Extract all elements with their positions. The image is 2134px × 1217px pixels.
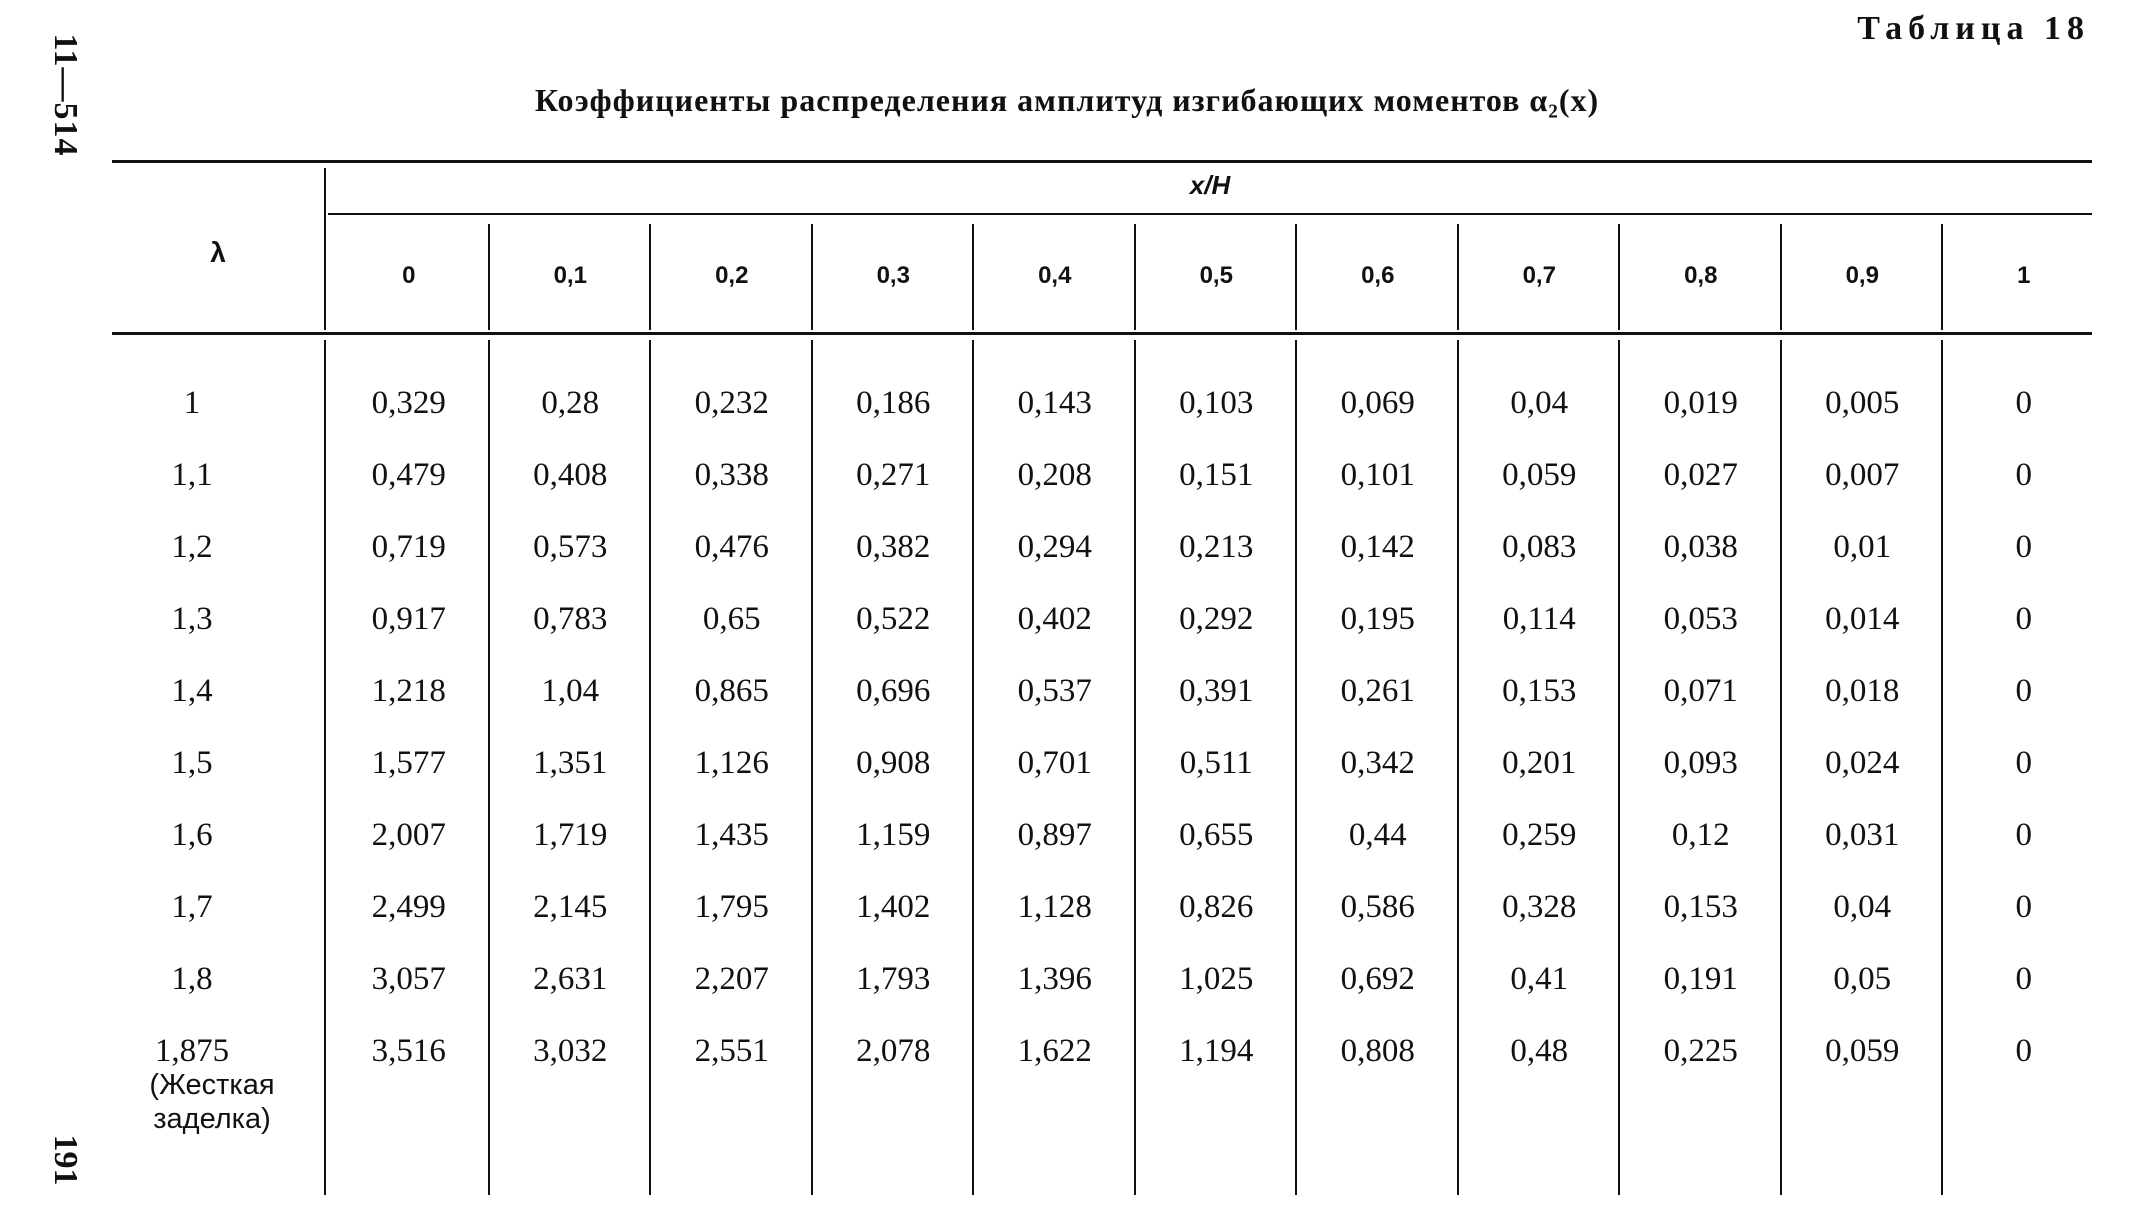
table-cell: 0,48 — [1510, 1033, 1569, 1069]
table-cell: 0,537 — [1017, 673, 1092, 709]
table-cell: 0 — [2015, 457, 2032, 493]
row-lambda: 1,8 — [171, 961, 213, 997]
stub-column-rule-body — [324, 340, 326, 1195]
table-cell: 0,44 — [1348, 817, 1407, 853]
column-header: 0,4 — [1038, 262, 1072, 289]
table-cell: 1,402 — [856, 889, 931, 925]
table-cell: 0,897 — [1017, 817, 1092, 853]
table-cell: 0,142 — [1340, 529, 1415, 565]
table-cell: 0,701 — [1017, 745, 1092, 781]
table-cell: 0,114 — [1502, 601, 1576, 637]
table-cell: 0,655 — [1179, 817, 1254, 853]
table-top-rule — [112, 160, 2092, 163]
table-cell: 1,719 — [533, 817, 608, 853]
table-cell: 1,194 — [1179, 1033, 1254, 1069]
table-cell: 0,402 — [1017, 601, 1092, 637]
table-cell: 0,696 — [856, 673, 931, 709]
column-rule-body — [1780, 340, 1782, 1195]
table-cell: 1,159 — [856, 817, 931, 853]
table-cell: 2,007 — [371, 817, 446, 853]
column-header: 0,6 — [1361, 262, 1395, 289]
column-rule-header — [649, 224, 651, 330]
table-cell: 0 — [2015, 961, 2032, 997]
row-lambda: 1,5 — [171, 745, 213, 781]
table-cell: 0,103 — [1179, 385, 1254, 421]
table-cell: 0,007 — [1825, 457, 1900, 493]
table-cell: 0,382 — [856, 529, 931, 565]
column-rule-body — [1941, 340, 1943, 1195]
column-rule-header — [1618, 224, 1620, 330]
table-cell: 0,018 — [1825, 673, 1900, 709]
table-cell: 0,292 — [1179, 601, 1254, 637]
table-cell: 0,005 — [1825, 385, 1900, 421]
table-cell: 0,024 — [1825, 745, 1900, 781]
table-cell: 0,65 — [702, 601, 761, 637]
column-rule-body — [649, 340, 651, 1195]
column-rule-header — [488, 224, 490, 330]
table-title: Коэффициенты распределения амплитуд изгибающих моментов α₂(x) — [534, 82, 1600, 118]
column-rule-body — [1134, 340, 1136, 1195]
table-cell: 2,551 — [694, 1033, 769, 1069]
table-cell: 0 — [2015, 1033, 2032, 1069]
table-cell: 0 — [2015, 817, 2032, 853]
table-cell: 2,078 — [856, 1033, 931, 1069]
table-cell: 0,151 — [1179, 457, 1254, 493]
column-rule-header — [1295, 224, 1297, 330]
table-cell: 0,059 — [1825, 1033, 1900, 1069]
column-header: 0 — [402, 262, 416, 289]
table-cell: 0,329 — [371, 385, 446, 421]
row-lambda: 1,3 — [171, 601, 213, 637]
group-header-rule — [328, 213, 2092, 215]
table-cell: 0,408 — [533, 457, 608, 493]
column-rule-header — [1134, 224, 1136, 330]
row-lambda: 1 — [183, 385, 201, 421]
table-cell: 2,499 — [371, 889, 446, 925]
table-cell: 3,032 — [533, 1033, 608, 1069]
table-cell: 0,826 — [1179, 889, 1254, 925]
table-cell: 3,516 — [371, 1033, 446, 1069]
table-cell: 0,093 — [1663, 745, 1738, 781]
table-cell: 0 — [2015, 529, 2032, 565]
table-cell: 0 — [2015, 385, 2032, 421]
table-cell: 0,014 — [1825, 601, 1900, 637]
row-lambda-note: (Жесткая — [149, 1069, 275, 1101]
table-cell: 0,04 — [1833, 889, 1892, 925]
row-lambda-note: заделка) — [153, 1103, 271, 1135]
column-header: 0,2 — [715, 262, 749, 289]
table-cell: 1,025 — [1179, 961, 1254, 997]
table-cell: 0,059 — [1502, 457, 1577, 493]
table-cell: 0,031 — [1825, 817, 1900, 853]
table-cell: 2,631 — [533, 961, 608, 997]
table-cell: 0 — [2015, 745, 2032, 781]
table-cell: 0,391 — [1179, 673, 1254, 709]
row-lambda: 1,6 — [171, 817, 213, 853]
table-cell: 1,793 — [856, 961, 931, 997]
table-cell: 0,019 — [1663, 385, 1738, 421]
table-cell: 0,083 — [1502, 529, 1577, 565]
table-cell: 0,719 — [371, 529, 446, 565]
row-lambda: 1,875 — [154, 1033, 230, 1069]
table-cell: 0,069 — [1340, 385, 1415, 421]
table-cell: 0 — [2015, 889, 2032, 925]
table-cell: 0,195 — [1340, 601, 1415, 637]
table-cell: 0,476 — [694, 529, 769, 565]
table-cell: 0,908 — [856, 745, 931, 781]
table-cell: 1,577 — [371, 745, 446, 781]
table-cell: 0,01 — [1833, 529, 1892, 565]
column-rule-body — [1295, 340, 1297, 1195]
column-header: 0,9 — [1845, 262, 1879, 289]
column-rule-header — [811, 224, 813, 330]
x-over-h-header: x/H — [1189, 170, 1231, 200]
table-cell: 0,586 — [1340, 889, 1415, 925]
table-cell: 0,186 — [856, 385, 931, 421]
table-cell: 1,04 — [541, 673, 600, 709]
table-cell: 2,207 — [694, 961, 769, 997]
table-cell: 1,622 — [1017, 1033, 1092, 1069]
table-cell: 0,208 — [1017, 457, 1092, 493]
table-cell: 0,04 — [1510, 385, 1569, 421]
column-header: 0,7 — [1522, 262, 1556, 289]
table-cell: 1,396 — [1017, 961, 1092, 997]
row-lambda: 1,1 — [171, 457, 213, 493]
table-cell: 0,201 — [1502, 745, 1577, 781]
table-number: Таблица 18 — [1857, 10, 2090, 47]
row-lambda: 1,4 — [171, 673, 213, 709]
table-cell: 0,479 — [371, 457, 446, 493]
table-cell: 0 — [2015, 673, 2032, 709]
table-cell: 0,027 — [1663, 457, 1738, 493]
table-cell: 0,522 — [856, 601, 931, 637]
table-cell: 0,511 — [1179, 745, 1253, 781]
table-cell: 0,071 — [1663, 673, 1738, 709]
row-lambda: 1,7 — [171, 889, 213, 925]
column-header: 0,1 — [553, 262, 587, 289]
stub-column-rule — [324, 168, 326, 330]
table-cell: 0,12 — [1671, 817, 1730, 853]
column-header: 1 — [2017, 262, 2031, 289]
table-cell: 0,038 — [1663, 529, 1738, 565]
side-page-label: 11—514 — [47, 33, 84, 157]
header-bottom-rule — [112, 332, 2092, 335]
table-cell: 0,338 — [694, 457, 769, 493]
table-cell: 0,692 — [1340, 961, 1415, 997]
table-cell: 0,143 — [1017, 385, 1092, 421]
column-rule-body — [811, 340, 813, 1195]
column-rule-body — [972, 340, 974, 1195]
table-cell: 0,41 — [1510, 961, 1569, 997]
lambda-header: λ — [210, 237, 226, 268]
table-cell: 0,05 — [1833, 961, 1892, 997]
table-cell: 0,153 — [1663, 889, 1738, 925]
table-cell: 1,126 — [694, 745, 769, 781]
table-cell: 0,271 — [856, 457, 931, 493]
table-cell: 1,435 — [694, 817, 769, 853]
column-rule-header — [1941, 224, 1943, 330]
table-cell: 0,261 — [1340, 673, 1415, 709]
side-page-number: 191 — [47, 1134, 84, 1186]
table-cell: 0,153 — [1502, 673, 1577, 709]
table-cell: 0,342 — [1340, 745, 1415, 781]
table-cell: 1,795 — [694, 889, 769, 925]
column-rule-body — [488, 340, 490, 1195]
table-cell: 0,783 — [533, 601, 608, 637]
row-lambda: 1,2 — [171, 529, 213, 565]
table-cell: 1,351 — [533, 745, 608, 781]
table-cell: 0,213 — [1179, 529, 1254, 565]
table-cell: 0,573 — [533, 529, 608, 565]
table-cell: 1,218 — [371, 673, 446, 709]
table-cell: 0,225 — [1663, 1033, 1738, 1069]
table-cell: 0,232 — [694, 385, 769, 421]
table-cell: 1,128 — [1017, 889, 1092, 925]
table-cell: 0,865 — [694, 673, 769, 709]
table-cell: 0,328 — [1502, 889, 1577, 925]
table-cell: 0,294 — [1017, 529, 1092, 565]
column-rule-header — [1780, 224, 1782, 330]
column-header: 0,8 — [1684, 262, 1718, 289]
table-cell: 0,28 — [541, 385, 600, 421]
table-cell: 0,191 — [1663, 961, 1738, 997]
table-cell: 0,808 — [1340, 1033, 1415, 1069]
table-cell: 0,259 — [1502, 817, 1577, 853]
column-header: 0,3 — [876, 262, 910, 289]
column-header: 0,5 — [1199, 262, 1233, 289]
table-cell: 0,917 — [371, 601, 446, 637]
column-rule-body — [1618, 340, 1620, 1195]
table-cell: 2,145 — [533, 889, 608, 925]
table-cell: 3,057 — [371, 961, 446, 997]
table-cell: 0,053 — [1663, 601, 1738, 637]
table-cell: 0,101 — [1340, 457, 1415, 493]
column-rule-header — [1457, 224, 1459, 330]
column-rule-body — [1457, 340, 1459, 1195]
column-rule-header — [972, 224, 974, 330]
table-cell: 0 — [2015, 601, 2032, 637]
